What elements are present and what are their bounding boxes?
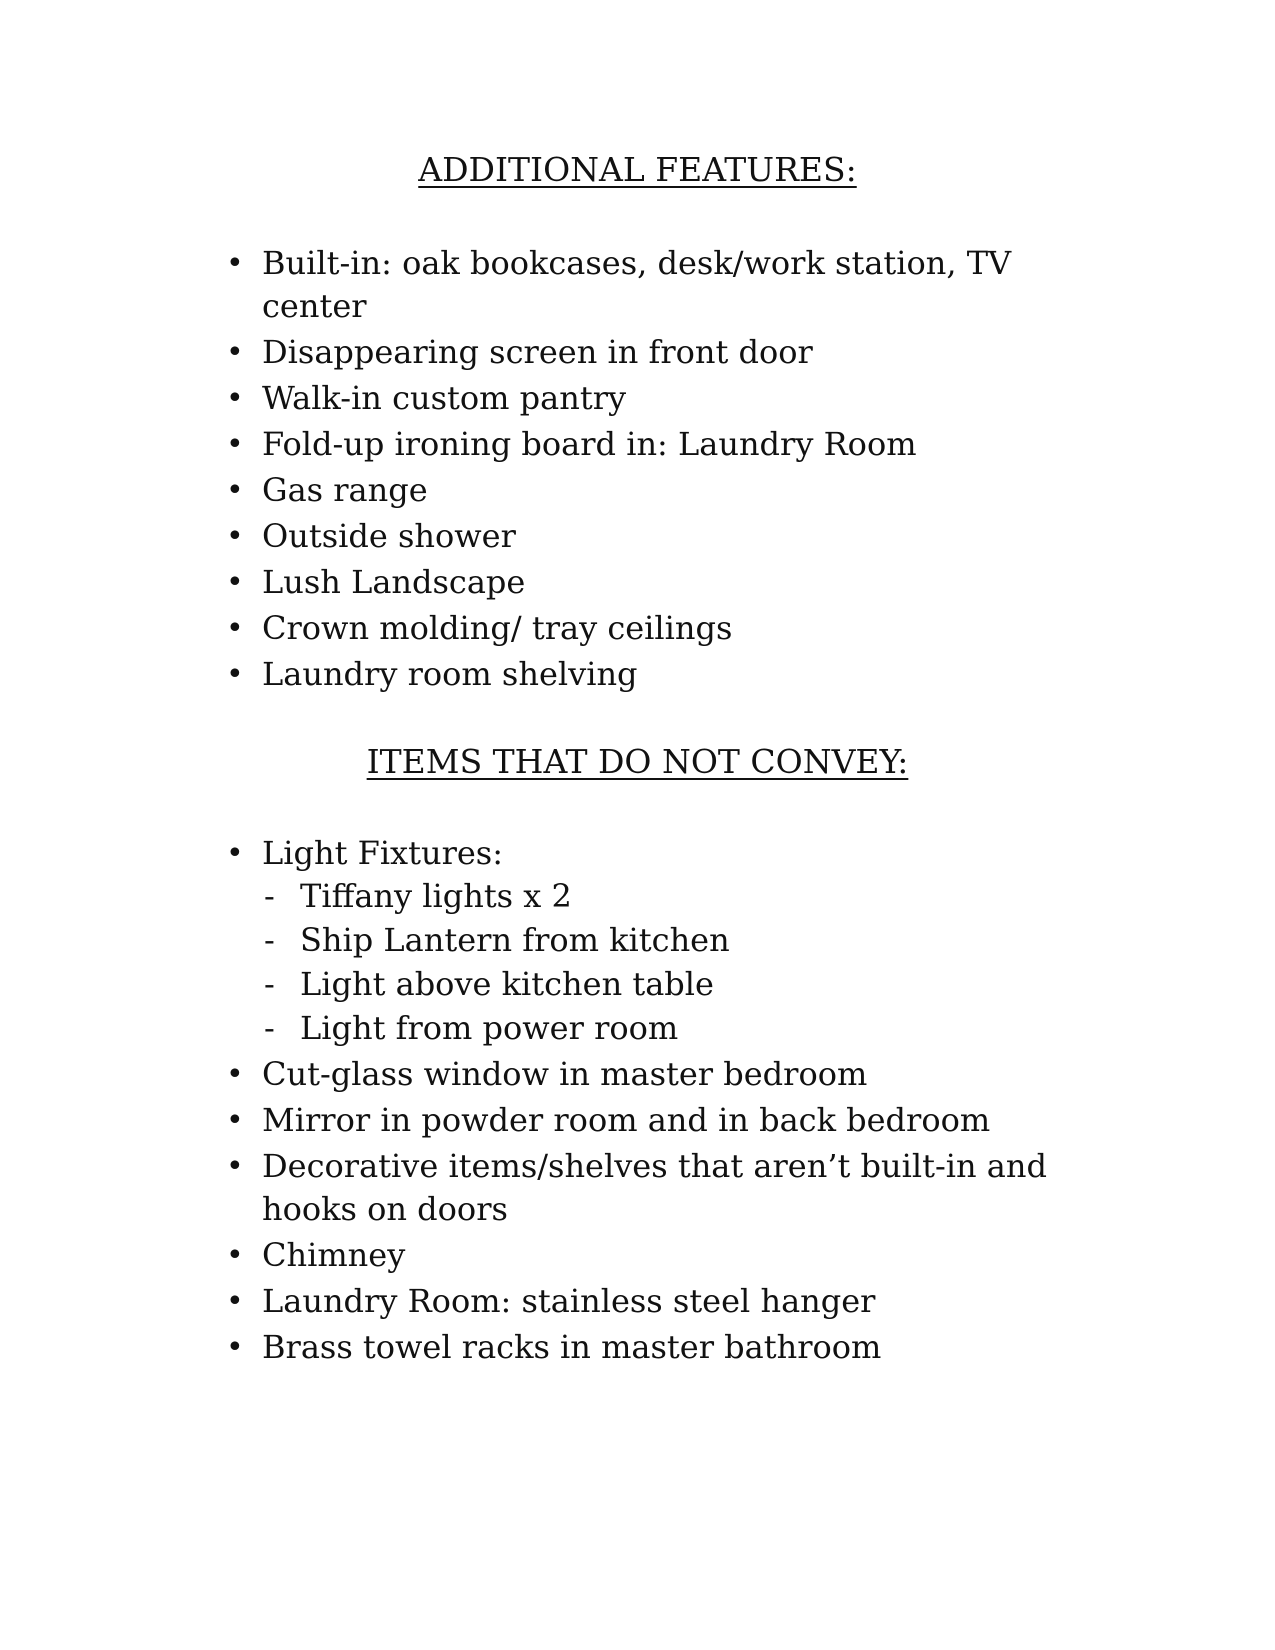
items-not-convey-heading [0,742,1275,782]
sub-list-item-text: Light from power room [300,1009,679,1047]
dash-icon: - [264,965,275,1003]
list-item [0,515,1062,558]
bullet-icon: • [226,335,244,370]
sub-list-item-text: Ship Lantern from kitchen [300,921,730,959]
sub-list-item-text: Light above kitchen table [300,965,714,1003]
list-item [0,1280,1062,1323]
sub-list-item [262,919,1062,962]
bullet-icon: • [226,1330,244,1365]
bullet-icon: • [226,1284,244,1319]
dash-icon: - [264,1009,275,1047]
bullet-icon: • [226,1238,244,1273]
sub-list-item [262,875,1062,918]
list-item-text: Crown molding/ tray ceilings [262,609,733,647]
list-item [0,1053,1062,1096]
list-item-text: Gas range [262,471,428,509]
list-item [0,1099,1062,1142]
list-item [0,242,1062,328]
bullet-icon: • [226,519,244,554]
list-item-text: Disappearing screen in front door [262,333,813,371]
list-item [0,653,1062,696]
list-item-text: Laundry Room: stainless steel hanger [262,1282,876,1320]
list-item-text: Decorative items/shelves that aren’t built-in and hooks on doors [262,1147,1047,1228]
bullet-icon: • [226,565,244,600]
additional-features-heading [0,150,1275,190]
bullet-icon: • [226,1103,244,1138]
list-item [0,1326,1062,1369]
list-item [0,1234,1062,1277]
list-item-text: Mirror in powder room and in back bedroom [262,1101,991,1139]
bullet-icon: • [226,381,244,416]
list-item-text: Cut-glass window in master bedroom [262,1055,868,1093]
bullet-icon: • [226,427,244,462]
list-item-text: Fold-up ironing board in: Laundry Room [262,425,917,463]
list-item-text: Light Fixtures: [262,834,503,872]
list-item [0,377,1062,420]
bullet-icon: • [226,473,244,508]
list-item-text: Outside shower [262,517,516,555]
dash-icon: - [264,921,275,959]
dash-icon: - [264,877,275,915]
bullet-icon: • [226,657,244,692]
additional-features-heading-text: ADDITIONAL FEATURES: [418,150,857,189]
items-not-convey-heading-text: ITEMS THAT DO NOT CONVEY: [366,742,909,781]
light-fixtures-sublist [262,875,1062,1050]
bullet-icon: • [226,1149,244,1184]
list-item-light-fixtures [0,832,1062,1050]
additional-features-list [0,242,1275,699]
list-item-text: Brass towel racks in master bathroom [262,1328,882,1366]
list-item [0,561,1062,604]
list-item-text: Laundry room shelving [262,655,638,693]
sub-list-item [262,1007,1062,1050]
list-item-text: Built-in: oak bookcases, desk/work station, TV center [262,244,1012,325]
list-item [0,469,1062,512]
bullet-icon: • [226,836,244,871]
bullet-icon: • [226,1057,244,1092]
bullet-icon: • [226,246,244,281]
list-item [0,423,1062,466]
items-not-convey-list [0,832,1275,1372]
list-item [0,1145,1062,1231]
list-item-text: Walk-in custom pantry [262,379,627,417]
list-item-text: Chimney [262,1236,406,1274]
list-item [0,607,1062,650]
sub-list-item [262,963,1062,1006]
list-item [0,331,1062,374]
bullet-icon: • [226,611,244,646]
list-item-text: Lush Landscape [262,563,526,601]
sub-list-item-text: Tiffany lights x 2 [300,877,572,915]
